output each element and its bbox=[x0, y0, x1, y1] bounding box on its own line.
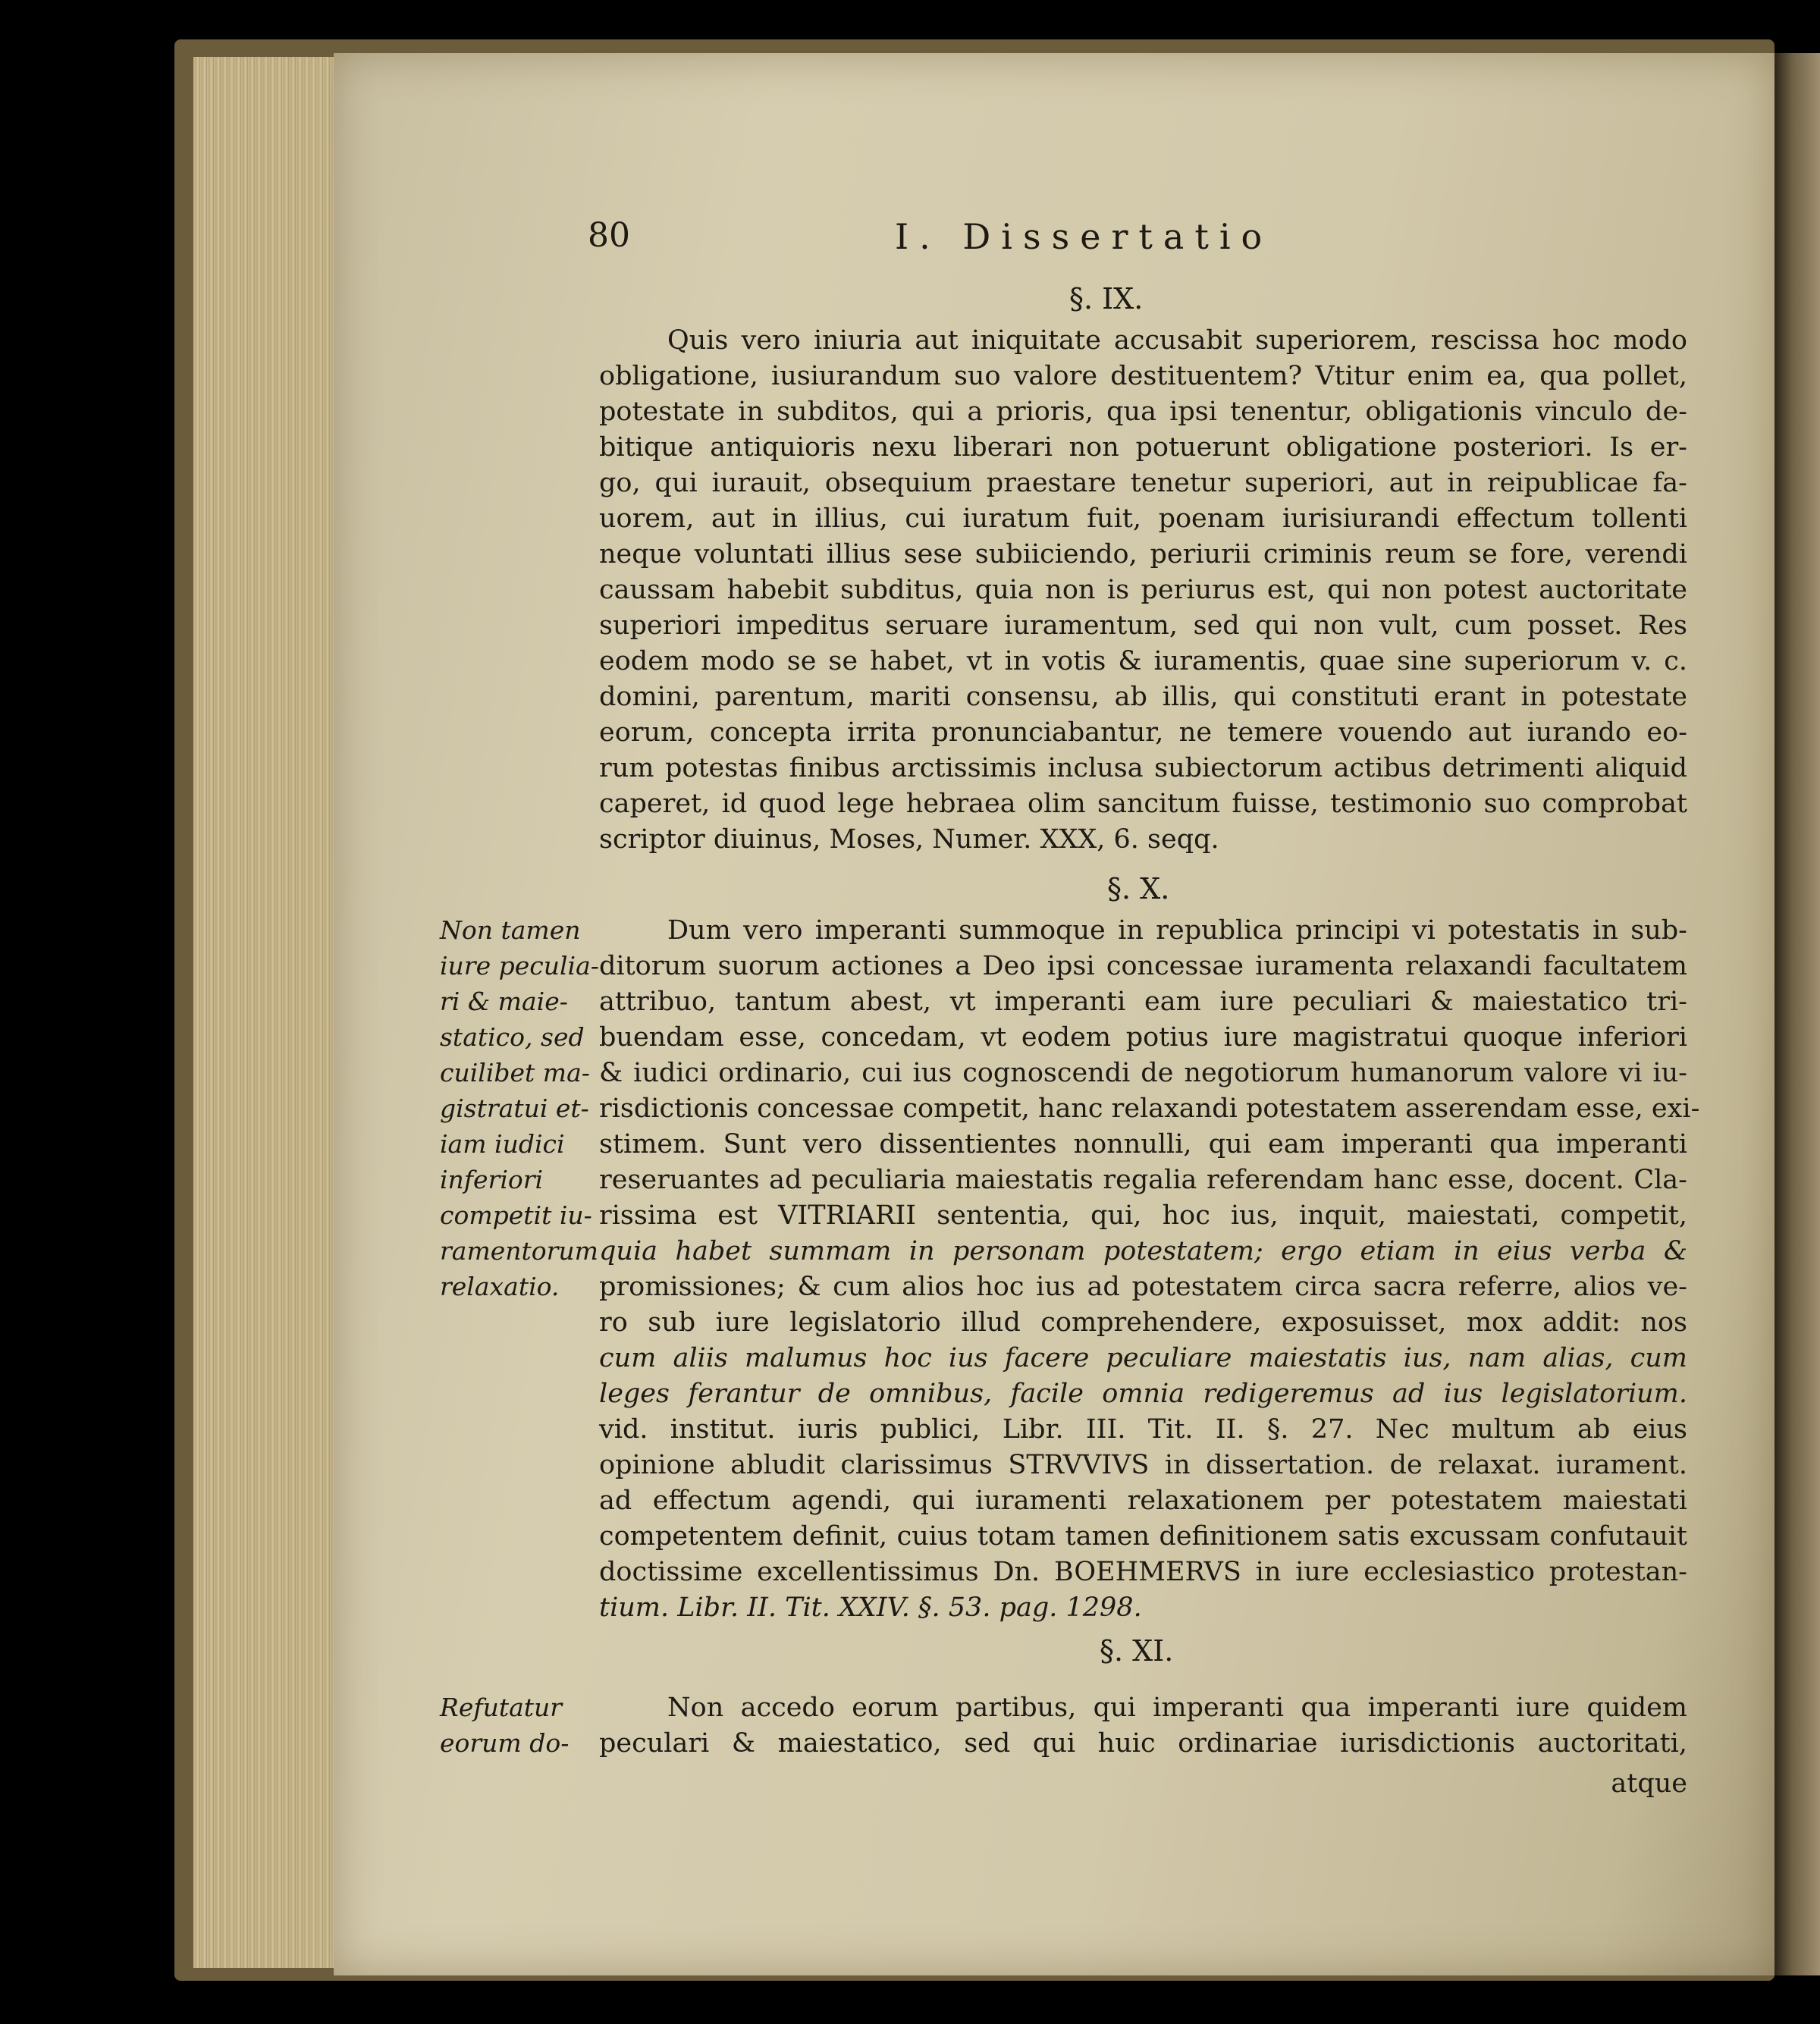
marginal-note-line: ri & maie- bbox=[440, 987, 568, 1016]
section-ix-line: Quis vero iniuria aut iniquitate accusabit superiorem, rescissa hoc modo bbox=[667, 325, 1687, 356]
page-number: 80 bbox=[588, 216, 630, 255]
section-x-line: quia habet summam in personam potestatem; ergo etiam in eius verba & bbox=[599, 1236, 1687, 1266]
section-ix-line: rum potestas finibus arctissimis inclusa subiectorum actibus detrimenti aliquid bbox=[599, 753, 1687, 783]
section-xi-heading: §. XI. bbox=[1100, 1634, 1174, 1668]
section-x-line: & iudici ordinario, cui ius cognoscendi de negotiorum humanorum valore vi iu- bbox=[599, 1058, 1687, 1088]
marginal-note-line: Refutatur bbox=[440, 1693, 563, 1722]
section-ix-heading: §. IX. bbox=[1069, 282, 1144, 315]
section-ix-line: neque voluntati illius sese subiiciendo, periurii criminis reum se fore, verendi bbox=[599, 539, 1687, 570]
marginal-note-x bbox=[440, 914, 599, 1304]
marginal-note-line: statico, sed bbox=[440, 1022, 585, 1052]
marginal-note-xi bbox=[440, 1691, 595, 1760]
marginal-note-line: inferiori bbox=[440, 1165, 544, 1194]
marginal-note-line: ramentorum bbox=[440, 1236, 598, 1266]
section-x-line: vid. institut. iuris publici, Libr. III. Tit. II. §. 27. Nec multum ab eius bbox=[599, 1414, 1687, 1445]
section-ix-line: caperet, id quod lege hebraea olim sancitum fuisse, testimonio suo comprobat bbox=[599, 789, 1687, 819]
section-x-line: ro sub iure legislatorio illud comprehendere, exposuisset, mox addit: nos bbox=[599, 1307, 1687, 1338]
marginal-note-line: competit iu- bbox=[440, 1200, 592, 1230]
marginal-note-line: Non tamen bbox=[440, 915, 581, 945]
section-ix-line: potestate in subditos, qui a prioris, qua ipsi tenentur, obligationis vinculo de- bbox=[599, 397, 1687, 427]
dissertation-title: I. Dissertatio bbox=[895, 216, 1273, 257]
section-ix-line: uorem, aut in illius, cui iuratum fuit, poenam iurisiurandi effectum tollenti bbox=[599, 504, 1687, 534]
section-x-line: stimem. Sunt vero dissentientes nonnulli, qui eam imperanti qua imperanti bbox=[599, 1129, 1687, 1159]
section-ix-line: domini, parentum, mariti consensu, ab illis, qui constituti erant in potestate bbox=[599, 682, 1687, 712]
section-x-line: risdictionis concessae competit, hanc relaxandi potestatem asserendam esse, exi- bbox=[599, 1094, 1700, 1124]
section-x-line: ditorum suorum actiones a Deo ipsi concessae iuramenta relaxandi facultatem bbox=[599, 951, 1687, 981]
section-ix-line: go, qui iurauit, obsequium praestare tenetur superiori, aut in reipublicae fa- bbox=[599, 468, 1687, 498]
section-ix-line: eodem modo se se habet, vt in votis & iuramentis, quae sine superiorum v. c. bbox=[599, 646, 1687, 676]
section-x-line: promissiones; & cum alios hoc ius ad potestatem circa sacra referre, alios ve- bbox=[599, 1272, 1687, 1302]
section-x-line: Dum vero imperanti summoque in republica principi vi potestatis in sub- bbox=[667, 915, 1687, 946]
section-ix-line: caussam habebit subditus, quia non is periurus est, qui non potest auctoritate bbox=[599, 575, 1687, 605]
section-ix-line: superiori impeditus seruare iuramentum, sed qui non vult, cum posset. Res bbox=[599, 610, 1687, 641]
marginal-note-line: gistratui et- bbox=[440, 1094, 589, 1123]
marginal-note-line: cuilibet ma- bbox=[440, 1058, 590, 1087]
catchword: atque bbox=[1611, 1768, 1687, 1799]
section-x-line: leges ferantur de omnibus, facile omnia redigeremus ad ius legislatorium. bbox=[599, 1379, 1687, 1409]
section-x-line: cum aliis malumus hoc ius facere peculiare maiestatis ius, nam alias, cum bbox=[599, 1343, 1687, 1373]
section-ix-line: scriptor diuinus, Moses, Numer. XXX, 6. seqq. bbox=[599, 824, 1219, 855]
section-ix-line: bitique antiquioris nexu liberari non potuerunt obligatione posteriori. Is er- bbox=[599, 432, 1687, 463]
section-x-heading: §. X. bbox=[1107, 872, 1170, 905]
section-x-line: reseruantes ad peculiaria maiestatis regalia referendam hanc esse, docent. Cla- bbox=[599, 1165, 1687, 1195]
section-x-line: tium. Libr. II. Tit. XXIV. §. 53. pag. 1298. bbox=[599, 1593, 1142, 1623]
section-ix-line: eorum, concepta irrita pronunciabantur, ne temere vouendo aut iurando eo- bbox=[599, 717, 1687, 748]
section-x-line: competentem definit, cuius totam tamen definitionem satis excussam confutauit bbox=[599, 1521, 1687, 1552]
section-xi-line: Non accedo eorum partibus, qui imperanti qua imperanti iure quidem bbox=[667, 1693, 1687, 1723]
section-x-line: opinione abludit clarissimus STRVVIVS in dissertation. de relaxat. iurament. bbox=[599, 1450, 1687, 1480]
section-x-line: doctissime excellentissimus Dn. BOEHMERVS in iure ecclesiastico protestan- bbox=[599, 1557, 1687, 1587]
section-x-line: rissima est VITRIARII sententia, qui, hoc ius, inquit, maiestati, competit, bbox=[599, 1200, 1687, 1231]
marginal-note-line: relaxatio. bbox=[440, 1272, 560, 1301]
running-head bbox=[0, 216, 1820, 262]
section-xi-line: peculari & maiestatico, sed qui huic ordinariae iurisdictionis auctoritati, bbox=[599, 1728, 1687, 1759]
marginal-note-line: iam iudici bbox=[440, 1129, 565, 1159]
marginal-note-line: iure peculia- bbox=[440, 951, 599, 981]
facing-page-edge bbox=[1774, 53, 1820, 1975]
marginal-note-line: eorum do- bbox=[440, 1728, 570, 1758]
page-edges bbox=[193, 57, 345, 1968]
section-x-line: buendam esse, concedam, vt eodem potius iure magistratui quoque inferiori bbox=[599, 1022, 1687, 1053]
section-x-line: ad effectum agendi, qui iuramenti relaxationem per potestatem maiestati bbox=[599, 1486, 1687, 1516]
section-x-line: attribuo, tantum abest, vt imperanti eam iure peculiari & maiestatico tri- bbox=[599, 987, 1687, 1017]
section-ix-line: obligatione, iusiurandum suo valore destituentem? Vtitur enim ea, qua pollet, bbox=[599, 361, 1687, 391]
